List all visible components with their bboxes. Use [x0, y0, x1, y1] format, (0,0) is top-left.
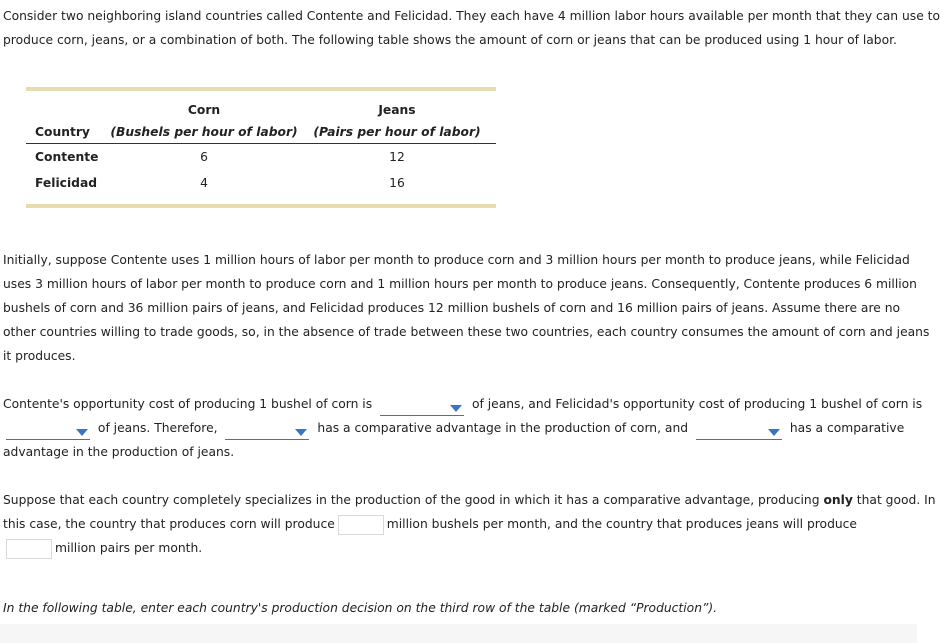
country-header: Country	[26, 121, 110, 144]
scenario-paragraph	[3, 248, 930, 368]
corn-advantage-dropdown[interactable]	[225, 422, 309, 440]
question2-paragraph	[3, 488, 936, 560]
q2-text: that good. In	[856, 493, 936, 507]
question1-paragraph	[3, 392, 923, 464]
q1-text: has a comparative advantage in the production of corn, and	[317, 421, 689, 435]
country-cell: Felicidad	[35, 176, 98, 190]
q2-text: this case, the country that produces corn will produce	[3, 517, 335, 531]
corn-subheader: (Bushels per hour of labor)	[110, 121, 298, 144]
corn-cell: 6	[200, 150, 208, 164]
production-table	[26, 87, 496, 208]
scenario-line: other countries willing to trade goods, so, in the absence of trade between these two countries, each country consumes the amount of corn and jeans	[3, 325, 930, 339]
felicidad-opportunity-cost-dropdown[interactable]	[6, 422, 90, 440]
jeans-production-input[interactable]	[6, 539, 52, 559]
country-cell: Contente	[35, 150, 99, 164]
chevron-down-icon	[295, 429, 307, 436]
table-row	[26, 144, 496, 171]
contente-opportunity-cost-dropdown[interactable]	[380, 398, 464, 416]
q1-text: of jeans, and Felicidad's opportunity cost of producing 1 bushel of corn is	[471, 397, 923, 411]
jeans-cell: 16	[389, 176, 405, 190]
chevron-down-icon	[450, 405, 462, 412]
intro-paragraph	[3, 4, 940, 52]
scenario-line: bushels of corn and 36 million pairs of jeans, and Felicidad produces 12 million bushels of corn and 16 million pairs of jeans. Assume there are no	[3, 301, 901, 315]
table-row	[26, 170, 496, 206]
scenario-line: uses 3 million hours of labor per month to produce corn and 1 million hours per month to produce jeans. Consequently, Contente produces 6 million	[3, 277, 917, 291]
intro-line: produce corn, jeans, or a combination of both. The following table shows the amount of corn or jeans that can be produced using 1 hour of labor.	[3, 33, 897, 47]
q1-text: Contente's opportunity cost of producing 1 bushel of corn is	[3, 397, 373, 411]
q1-text: has a comparative	[789, 421, 905, 435]
corn-production-input[interactable]	[338, 515, 384, 535]
corn-header: Corn	[187, 103, 221, 117]
chevron-down-icon	[76, 429, 88, 436]
scenario-line: Initially, suppose Contente uses 1 million hours of labor per month to produce corn and 3 million hours per month to produce jeans, while Felicidad	[3, 253, 910, 267]
jeans-header: Jeans	[378, 103, 416, 117]
q1-text: of jeans. Therefore,	[97, 421, 218, 435]
q2-text: million pairs per month.	[55, 541, 203, 555]
q2-text: million bushels per month, and the country that produces jeans will produce	[386, 517, 857, 531]
scenario-line: it produces.	[3, 349, 76, 363]
intro-line: Consider two neighboring island countries called Contente and Felicidad. They each have 4 million labor hours available per month that they can use to	[3, 9, 940, 23]
q2-emphasis: only	[823, 493, 853, 507]
chevron-down-icon	[768, 429, 780, 436]
jeans-advantage-dropdown[interactable]	[696, 422, 782, 440]
instruction-text: In the following table, enter each country's production decision on the third row of the table (marked “Production”).	[3, 601, 718, 615]
footer-strip	[0, 624, 917, 643]
jeans-subheader: (Pairs per hour of labor)	[298, 121, 496, 144]
corn-cell: 4	[200, 176, 208, 190]
q2-text: Suppose that each country completely specializes in the production of the good in which it has a comparative advantage, producing	[3, 493, 820, 507]
q1-text: advantage in the production of jeans.	[3, 445, 235, 459]
jeans-cell: 12	[389, 150, 405, 164]
